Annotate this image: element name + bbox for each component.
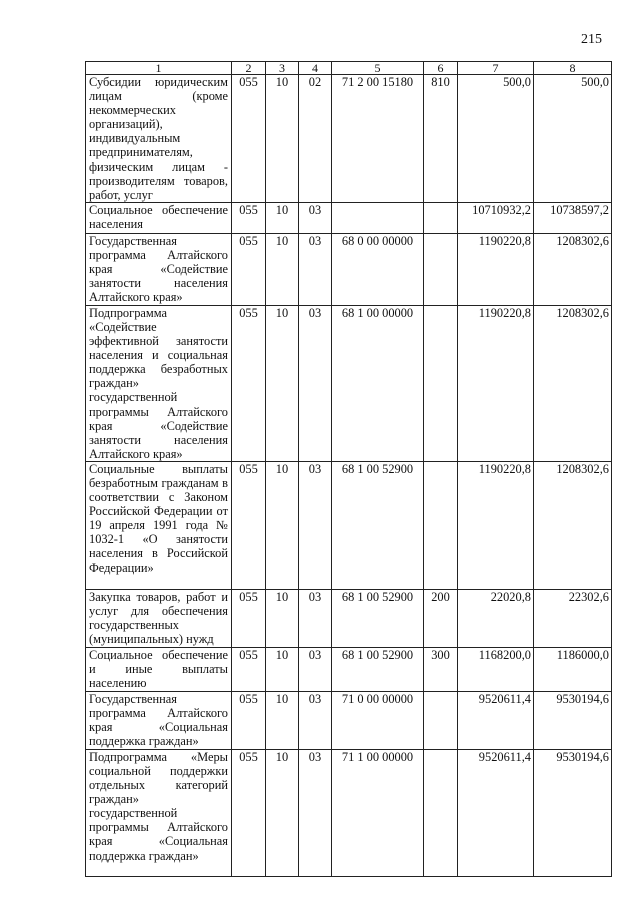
- sum-col-8: 1208302,6: [534, 233, 612, 305]
- expense-type-code: 810: [424, 75, 458, 203]
- subsection-code: 03: [299, 305, 332, 461]
- table-row: [86, 647, 612, 691]
- sum-col-7: 9520611,4: [458, 691, 534, 749]
- ministry-code: 055: [232, 647, 266, 691]
- row-name: Государственная программа Алтайского края «Содействие занятости населения Алтайского края»: [86, 233, 232, 305]
- sum-col-8: 1186000,0: [534, 647, 612, 691]
- row-name: Социальные выплаты безработным гражданам в соответствии с Законом Российской Федерации от 19 апреля 1991 года № 1032-1 «О занятости населения в Российской Федерации»: [86, 461, 232, 589]
- table-row: [86, 589, 612, 647]
- table-row: [86, 75, 612, 203]
- header-cell: 3: [266, 62, 299, 75]
- subsection-code: 03: [299, 647, 332, 691]
- header-cell: 2: [232, 62, 266, 75]
- ministry-code: 055: [232, 749, 266, 876]
- sum-col-7: 1190220,8: [458, 461, 534, 589]
- row-name: Подпрограмма «Содействие эффективной занятости населения и социальная поддержка безработных граждан» государственной программы Алтайского края «Содействие занятости населения Алтайского края»: [86, 305, 232, 461]
- row-name: Государственная программа Алтайского края «Социальная поддержка граждан»: [86, 691, 232, 749]
- section-code: 10: [266, 691, 299, 749]
- expense-type-code: [424, 233, 458, 305]
- subsection-code: 03: [299, 233, 332, 305]
- ministry-code: 055: [232, 691, 266, 749]
- header-cell: 6: [424, 62, 458, 75]
- section-code: 10: [266, 647, 299, 691]
- ministry-code: 055: [232, 233, 266, 305]
- ministry-code: 055: [232, 305, 266, 461]
- ministry-code: 055: [232, 589, 266, 647]
- section-code: 10: [266, 75, 299, 203]
- sum-col-7: 22020,8: [458, 589, 534, 647]
- row-name: Закупка товаров, работ и услуг для обеспечения государственных (муниципальных) нужд: [86, 589, 232, 647]
- header-cell: 7: [458, 62, 534, 75]
- ministry-code: 055: [232, 461, 266, 589]
- target-code: 68 1 00 52900: [332, 589, 424, 647]
- row-name: Субсидии юридическим лицам (кроме некоммерческих организаций), индивидуальным предпринимателям, физическим лицам - производителям товаров, работ, услуг: [86, 75, 232, 203]
- table-row: [86, 461, 612, 589]
- sum-col-8: 22302,6: [534, 589, 612, 647]
- sum-col-8: 1208302,6: [534, 305, 612, 461]
- header-cell: 5: [332, 62, 424, 75]
- row-name: Подпрограмма «Меры социальной поддержки отдельных категорий граждан» государственной программы Алтайского края «Социальная поддержка граждан»: [86, 749, 232, 876]
- section-code: 10: [266, 589, 299, 647]
- header-row: [86, 62, 612, 75]
- sum-col-7: 1168200,0: [458, 647, 534, 691]
- section-code: 10: [266, 233, 299, 305]
- sum-col-7: 1190220,8: [458, 233, 534, 305]
- target-code: 68 1 00 52900: [332, 461, 424, 589]
- ministry-code: 055: [232, 202, 266, 233]
- sum-col-8: 10738597,2: [534, 202, 612, 233]
- target-code: 71 1 00 00000: [332, 749, 424, 876]
- section-code: 10: [266, 461, 299, 589]
- expense-type-code: [424, 749, 458, 876]
- expense-type-code: [424, 202, 458, 233]
- table-header: [86, 62, 612, 75]
- expense-type-code: [424, 691, 458, 749]
- sum-col-8: 9530194,6: [534, 691, 612, 749]
- target-code: 68 1 00 00000: [332, 305, 424, 461]
- budget-table: [85, 61, 612, 877]
- table-row: [86, 233, 612, 305]
- sum-col-8: 1208302,6: [534, 461, 612, 589]
- subsection-code: 03: [299, 589, 332, 647]
- section-code: 10: [266, 749, 299, 876]
- table-body: [86, 75, 612, 877]
- page-number: 215: [581, 32, 602, 47]
- ministry-code: 055: [232, 75, 266, 203]
- target-code: 71 0 00 00000: [332, 691, 424, 749]
- target-code: 71 2 00 15180: [332, 75, 424, 203]
- header-cell: 8: [534, 62, 612, 75]
- sum-col-7: 500,0: [458, 75, 534, 203]
- sum-col-7: 9520611,4: [458, 749, 534, 876]
- sum-col-8: 9530194,6: [534, 749, 612, 876]
- sum-col-8: 500,0: [534, 75, 612, 203]
- target-code: 68 1 00 52900: [332, 647, 424, 691]
- expense-type-code: 200: [424, 589, 458, 647]
- table-row: [86, 749, 612, 876]
- row-name: Социальное обеспечение и иные выплаты населению: [86, 647, 232, 691]
- target-code: [332, 202, 424, 233]
- header-cell: 4: [299, 62, 332, 75]
- sum-col-7: 1190220,8: [458, 305, 534, 461]
- section-code: 10: [266, 305, 299, 461]
- table-row: [86, 202, 612, 233]
- section-code: 10: [266, 202, 299, 233]
- subsection-code: 03: [299, 691, 332, 749]
- subsection-code: 03: [299, 461, 332, 589]
- expense-type-code: [424, 461, 458, 589]
- table-row: [86, 305, 612, 461]
- expense-type-code: [424, 305, 458, 461]
- row-name: Социальное обеспечение населения: [86, 202, 232, 233]
- subsection-code: 02: [299, 75, 332, 203]
- target-code: 68 0 00 00000: [332, 233, 424, 305]
- header-cell: 1: [86, 62, 232, 75]
- table-row: [86, 691, 612, 749]
- sum-col-7: 10710932,2: [458, 202, 534, 233]
- expense-type-code: 300: [424, 647, 458, 691]
- subsection-code: 03: [299, 749, 332, 876]
- subsection-code: 03: [299, 202, 332, 233]
